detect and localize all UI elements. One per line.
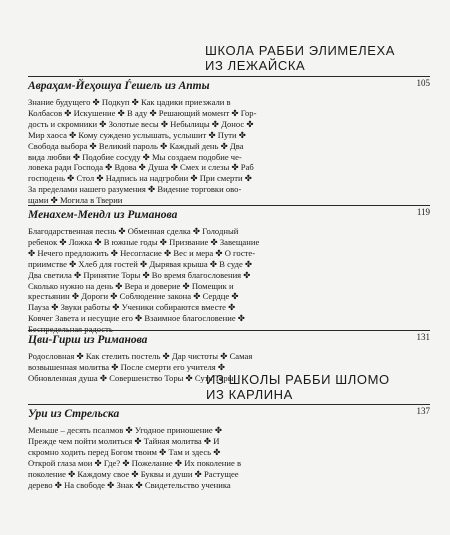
entry-line: ребенок ✤ Ложка ✤ В южные годы ✤ Призвание ✤ Завещание: [28, 236, 260, 247]
entry-line: Сколько нужно на день ✤ Вера и доверие ✤ Помещик и: [28, 280, 234, 291]
entry-line: Свобода выбора ✤ Великий пароль ✤ Каждый день ✤ Два: [28, 140, 244, 151]
entry-line: Ковчег Завета и несущие его ✤ Взаимное благословение ✤: [28, 313, 245, 324]
entry-line: Прежде чем пойти молиться ✤ Тайная молитва ✤ И: [28, 435, 220, 446]
school-heading-elimelech: [205, 43, 435, 73]
entry-line: Знание будущего ✤ Подкуп ✤ Как цадики приезжали в: [28, 97, 231, 107]
section-title: Ури из Стрельска: [28, 408, 120, 420]
entry-line: ловека ради Господа ✤ Вдова ✤ Душа ✤ Смех и слезы ✤ Раб: [28, 162, 254, 173]
entry-line: Обновленная душа ✤ Совершенство Торы ✤ Суть Торы: [28, 372, 234, 383]
section-divider: [28, 404, 430, 405]
school-heading-line: ИЗ КАРЛИНА: [206, 387, 293, 402]
school-heading-line: ИЗ ЛЕЖАЙСКА: [205, 58, 306, 73]
section-divider: [28, 205, 430, 206]
school-heading-karlin: [206, 372, 436, 402]
entry-line: Колбасов ✤ Искушение ✤ В аду ✤ Решающий момент ✤ Гор-: [28, 107, 257, 118]
entry-line: Родословная ✤ Как стелить постель ✤ Дар чистоты ✤ Самая: [28, 351, 253, 361]
page-number: 131: [416, 332, 430, 342]
page-number: 137: [416, 406, 430, 416]
page-number: 119: [416, 207, 430, 217]
page-number: 105: [416, 78, 430, 88]
entry-line: Беспредельная радость: [28, 324, 113, 335]
entry-line: крестьянин ✤ Дороги ✤ Соблюдение закона ✤ Сердце ✤: [28, 291, 239, 302]
entry-line: вида любви ✤ Подобие сосуду ✤ Мы создаем подобие че-: [28, 151, 242, 162]
entry-line: щами ✤ Могила в Тверии: [28, 195, 123, 206]
section-entries: [28, 425, 413, 490]
entry-line: скромно ходить перед Богом твоим ✤ Там и здесь ✤: [28, 446, 221, 457]
entry-line: дерево ✤ На свободе ✤ Знак ✤ Свидетельство ученика: [28, 479, 231, 490]
section-entries: [28, 226, 413, 335]
section-divider: [28, 76, 430, 77]
entry-line: поколение ✤ Каждому свое ✤ Буквы и души ✤ Растущее: [28, 468, 239, 479]
section-title: Авраҳам-Йеҳошуа Ѓешель из Апты: [28, 80, 210, 92]
entry-line: дость и скромники ✤ Золотые весы ✤ Небылицы ✤ Донос ✤: [28, 118, 254, 129]
entry-line: Пауза ✤ Звуки работы ✤ Ученики собираются вместе ✤: [28, 302, 236, 313]
entry-line: господень ✤ Стол ✤ Надпись на надгробии ✤ При смерти ✤: [28, 173, 252, 184]
entry-line: ✤ Нечего предложить ✤ Несогласие ✤ Вес и мера ✤ О госте-: [28, 247, 256, 258]
entry-line: Меньше – десять псалмов ✤ Угодное приношение ✤: [28, 425, 223, 435]
section-title: Цви-Гирш из Риманова: [28, 334, 148, 346]
entry-line: За пределами нашего разумения ✤ Видение торговки ово-: [28, 184, 242, 195]
school-heading-line: ШКОЛА РАББИ ЭЛИМЕЛЕХА: [205, 43, 396, 58]
entry-line: Открой глаза мои ✤ Где? ✤ Пожелание ✤ Их поколение в: [28, 457, 242, 468]
school-heading-line: ИЗ ШКОЛЫ РАББИ ШЛОМО: [206, 372, 390, 387]
entry-line: Мир хаоса ✤ Кому суждено услышать, услышит ✤ Пути ✤: [28, 129, 247, 140]
entry-line: приимстве ✤ Хлеб для гостей ✤ Дырявая крыша ✤ В суде ✤: [28, 258, 253, 269]
entry-line: Благодарственная песнь ✤ Обменная сделка ✤ Голодный: [28, 226, 239, 236]
entry-line: Два светила ✤ Принятие Торы ✤ Во время благословения ✤: [28, 269, 251, 280]
entry-line: возвышенная молитва ✤ После смерти его учителя ✤: [28, 361, 226, 372]
section-divider: [28, 330, 430, 331]
section-title: Менахем-Мендл из Риманова: [28, 209, 178, 221]
section-entries: [28, 97, 413, 206]
